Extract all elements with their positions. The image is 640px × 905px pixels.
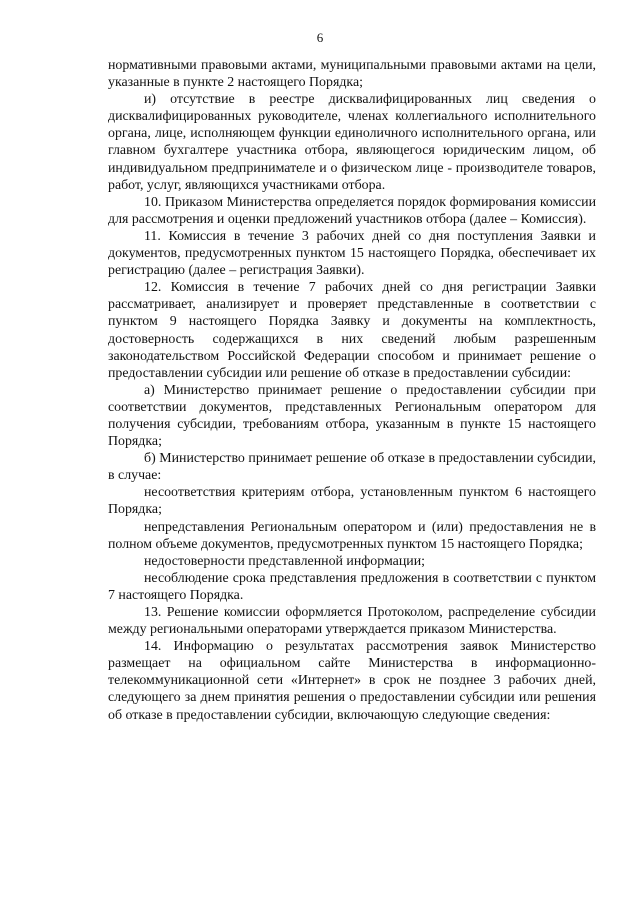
paragraph: 12. Комиссия в течение 7 рабочих дней со дня регистрации Заявки рассматривает, анализирует и проверяет представленные в соответствии с пунктом 9 настоящего Порядка Заявку и документы на комплектность, достоверность содержащихся в них сведений любым разрешенным законодательством Российской Федерации способом и принимает решение о предоставлении субсидии или решение об отказе в предоставлении субсидии: bbox=[108, 280, 596, 381]
paragraph: а) Министерство принимает решение о предоставлении субсидии при соответствии документов, представленных Региональным оператором для получения субсидии, требованиям отбора, указанным в пункте 15 настоящего Порядка; bbox=[108, 382, 596, 450]
paragraph: и) отсутствие в реестре дисквалифицированных лиц сведения о дисквалифицированных руководителе, членах коллегиального исполнительного органа, лице, исполняющем функции единоличного исполнительного органа, или главном бухгалтере участника отбора, являющегося юридическим лицом, об индивидуальном предпринимателе и о физическом лице - производителе товаров, работ, услуг, являющихся участниками отбора. bbox=[108, 92, 596, 193]
paragraph: б) Министерство принимает решение об отказе в предоставлении субсидии, в случае: bbox=[108, 451, 596, 484]
paragraph: непредставления Региональным оператором и (или) предоставления не в полном объеме документов, предусмотренных пунктом 15 настоящего Порядка; bbox=[108, 519, 596, 552]
document-body bbox=[108, 57, 596, 724]
paragraph: нормативными правовыми актами, муниципальными правовыми актами на цели, указанные в пункте 2 настоящего Порядка; bbox=[108, 58, 596, 91]
paragraph: недостоверности представленной информации; bbox=[144, 553, 425, 569]
paragraph: несоответствия критериям отбора, установленным пунктом 6 настоящего Порядка; bbox=[108, 485, 596, 518]
paragraph: 13. Решение комиссии оформляется Протоколом, распределение субсидии между региональными операторами утверждается приказом Министерства. bbox=[108, 605, 596, 638]
paragraph: 11. Комиссия в течение 3 рабочих дней со дня поступления Заявки и документов, предусмотренных пунктом 15 настоящего Порядка, обеспечивает их регистрацию (далее – регистрация Заявки). bbox=[108, 228, 596, 279]
paragraph: 14. Информацию о результатах рассмотрения заявок Министерство размещает на официальном сайте Министерства в информационно-телекоммуникационной сети «Интернет» в срок не позднее 3 рабочих дней, следующего за днем принятия решения о предоставлении субсидии или решения об отказе в предоставлении субсидии, включающую следующие сведения: bbox=[108, 639, 596, 723]
page-number: 6 bbox=[316, 30, 324, 45]
paragraph: 10. Приказом Министерства определяется порядок формирования комиссии для рассмотрения и оценки предложений участников отбора (далее – Комиссия). bbox=[108, 194, 596, 227]
paragraph: несоблюдение срока представления предложения в соответствии с пунктом 7 настоящего Порядка. bbox=[108, 570, 596, 603]
